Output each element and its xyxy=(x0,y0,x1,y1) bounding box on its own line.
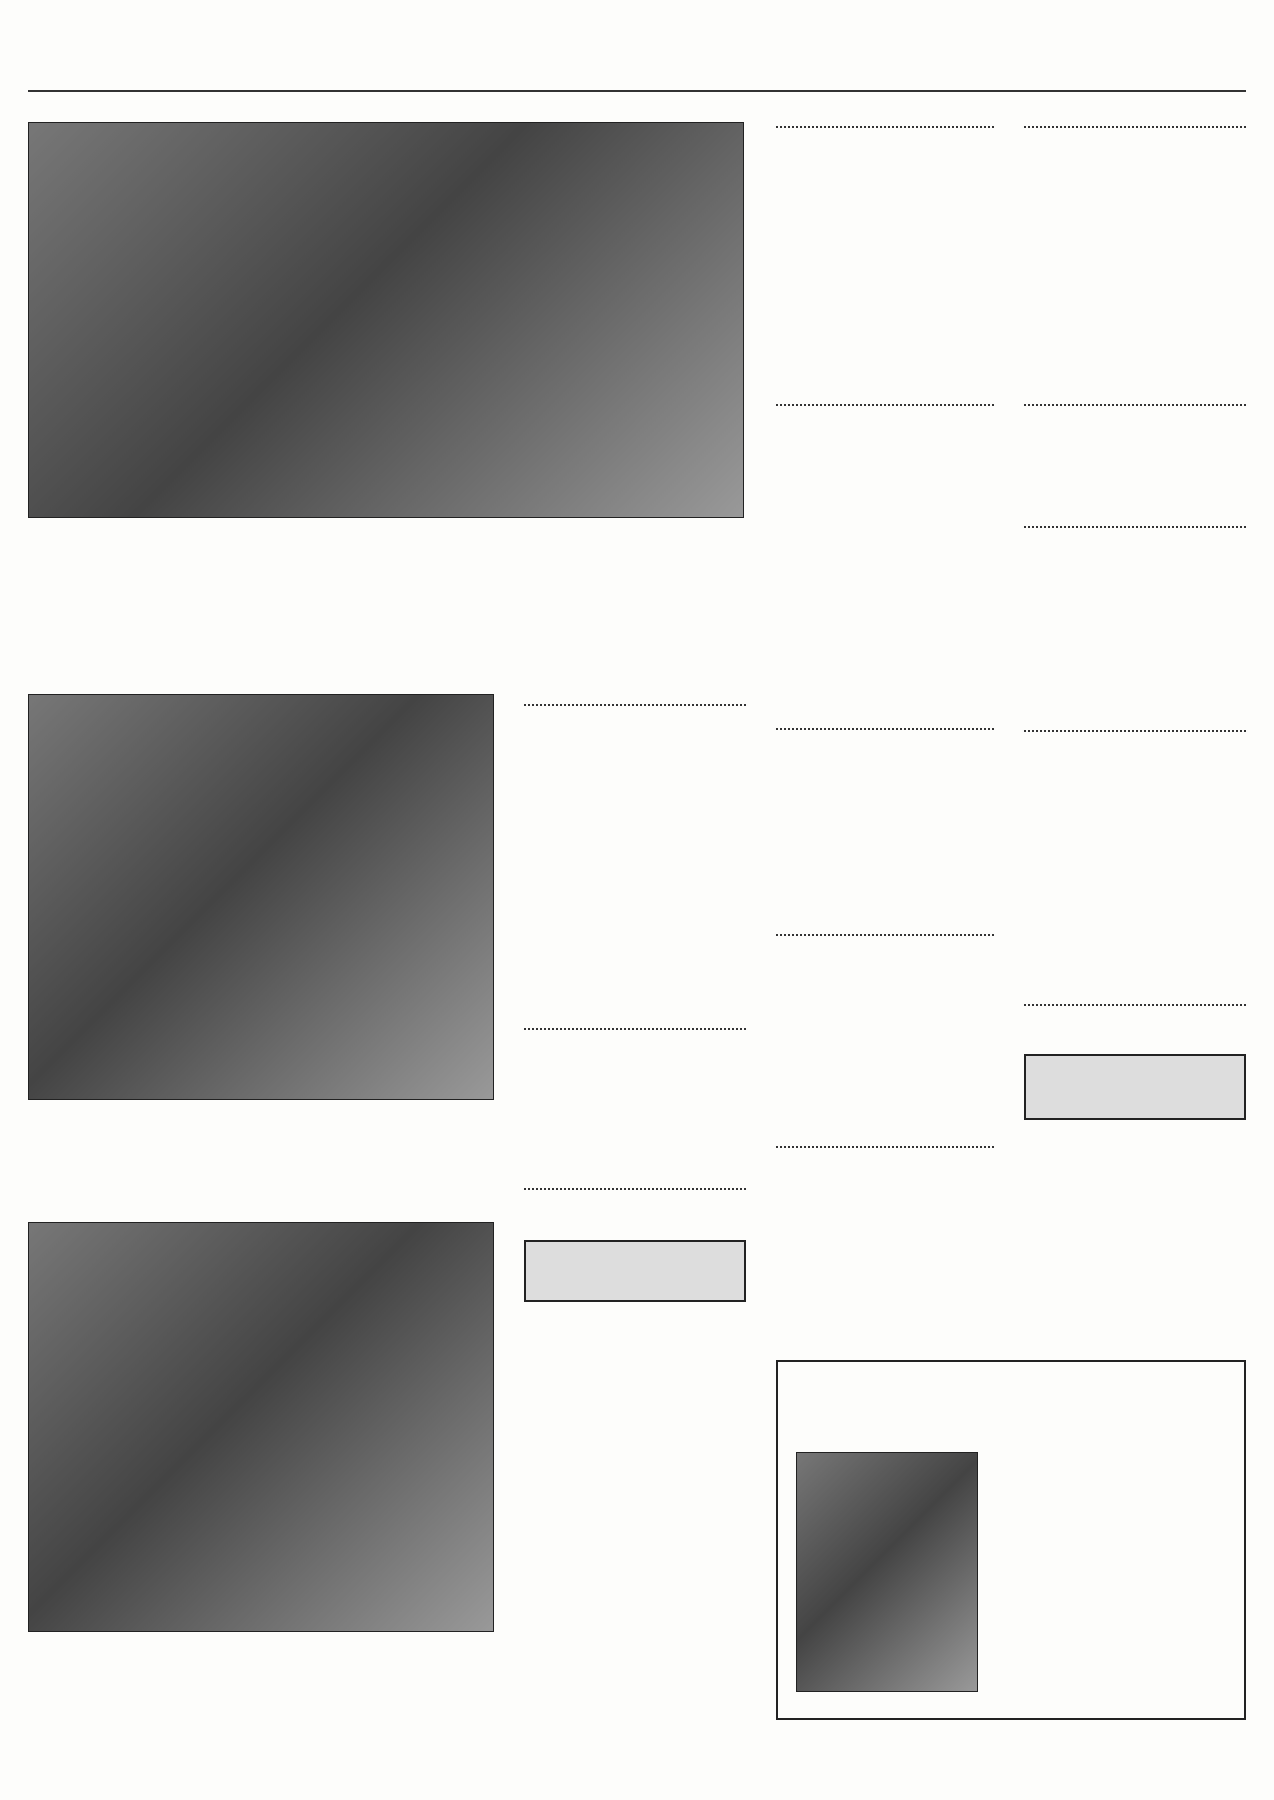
photo-1 xyxy=(28,122,744,518)
section-heading xyxy=(524,1194,746,1228)
section-heading xyxy=(776,132,994,166)
divider xyxy=(776,126,994,128)
advertisement xyxy=(524,1240,746,1302)
section-heading xyxy=(776,734,994,768)
divider xyxy=(776,1146,994,1148)
section-body xyxy=(776,976,994,1140)
divider xyxy=(776,934,994,936)
section-body xyxy=(776,770,994,928)
divider xyxy=(1024,404,1246,406)
divider xyxy=(1024,126,1246,128)
photo-2-caption xyxy=(28,1108,494,1210)
photo-3 xyxy=(28,1222,494,1632)
section-heading xyxy=(524,1034,746,1068)
section-body xyxy=(776,1188,994,1340)
section-heading xyxy=(1024,132,1246,166)
advertisement xyxy=(1024,1054,1246,1120)
section-body xyxy=(776,446,994,724)
section-body xyxy=(524,1070,746,1180)
greeting-box xyxy=(776,1360,1246,1720)
section-body xyxy=(1024,568,1246,726)
divider xyxy=(524,1028,746,1030)
section-heading xyxy=(776,1152,994,1186)
section-heading xyxy=(1024,1010,1246,1044)
divider xyxy=(1024,1004,1246,1006)
section-body xyxy=(1024,446,1246,522)
section-heading xyxy=(776,410,994,444)
section-body xyxy=(1024,772,1246,998)
photo-1-caption xyxy=(28,532,744,672)
section-heading xyxy=(1024,736,1246,770)
photo-2 xyxy=(28,694,494,1100)
divider xyxy=(776,728,994,730)
section-body xyxy=(524,746,746,1018)
divider xyxy=(524,1188,746,1190)
section-heading xyxy=(1024,410,1246,444)
photo-3-caption xyxy=(28,1640,494,1750)
section-heading xyxy=(776,940,994,974)
divider xyxy=(1024,526,1246,528)
section-body xyxy=(1024,168,1246,400)
masthead xyxy=(28,90,1246,92)
section-body xyxy=(1024,1134,1246,1340)
section-heading xyxy=(524,710,746,744)
section-body xyxy=(776,168,994,400)
divider xyxy=(524,704,746,706)
divider xyxy=(776,404,994,406)
greeting-photo xyxy=(796,1452,978,1692)
divider xyxy=(1024,730,1246,732)
section-heading xyxy=(1024,532,1246,566)
section-body xyxy=(524,1312,746,1750)
